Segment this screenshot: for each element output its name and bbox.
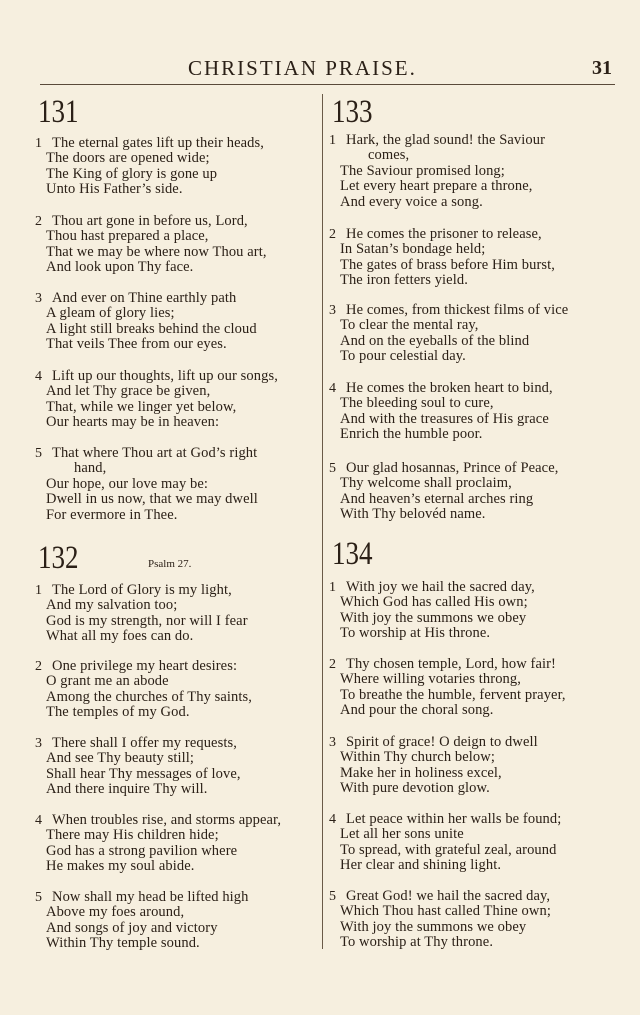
- verse-line: There may His children hide;: [46, 827, 219, 844]
- stanza-3: [32, 291, 322, 353]
- verse-line: And my salvation too;: [46, 597, 178, 614]
- stanza-4: [32, 369, 322, 431]
- verse-line: Unto His Father’s side.: [46, 181, 183, 198]
- verse-line: Great God! we hail the sacred day,: [346, 888, 551, 904]
- stanza-3: [326, 303, 616, 365]
- stanza-number: 4: [35, 369, 42, 384]
- hymn-number: 131: [38, 94, 79, 130]
- stanza-number: 2: [329, 657, 336, 672]
- verse-line: Thy chosen temple, Lord, how fair!: [346, 656, 556, 672]
- stanza-1: [32, 583, 322, 645]
- verse-line: Thou hast prepared a place,: [46, 228, 209, 245]
- stanza-number: 1: [35, 583, 42, 598]
- verse-line: And let Thy grace be given,: [46, 383, 211, 400]
- stanza-number: 4: [329, 812, 336, 827]
- verse-line: What all my foes can do.: [46, 628, 194, 645]
- stanza-4: [326, 381, 616, 443]
- verse-line: Her clear and shining light.: [340, 857, 502, 874]
- verse-line: With Thy belovéd name.: [340, 506, 486, 523]
- stanza-number: 2: [329, 227, 336, 242]
- stanza-number: 4: [35, 813, 42, 828]
- verse-line: He comes the broken heart to bind,: [346, 380, 553, 396]
- stanza-3: [326, 735, 616, 797]
- verse-line: To spread, with grateful zeal, around: [340, 841, 557, 858]
- verse-line: The bleeding soul to cure,: [340, 395, 494, 412]
- verse-line: Spirit of grace! O deign to dwell: [346, 734, 538, 750]
- verse-line: Our hope, our love may be:: [46, 475, 209, 492]
- verse-line: With joy the summons we obey: [340, 918, 527, 935]
- verse-line: Lift up our thoughts, lift up our songs,: [52, 368, 278, 384]
- verse-line: With joy we hail the sacred day,: [346, 579, 535, 595]
- verse-line: The doors are opened wide;: [46, 150, 210, 167]
- verse-line: And look upon Thy face.: [46, 259, 194, 276]
- verse-line: That where Thou art at God’s right: [52, 445, 258, 461]
- verse-line: The King of glory is gone up: [46, 165, 218, 182]
- verse-line: Among the churches of Thy saints,: [46, 688, 252, 705]
- stanza-2: [326, 657, 616, 719]
- stanza-1: [326, 133, 616, 210]
- stanza-number: 4: [329, 381, 336, 396]
- verse-line: One privilege my heart desires:: [52, 658, 238, 674]
- stanza-5: [32, 890, 322, 952]
- hymn-number: 134: [332, 536, 373, 572]
- stanza-5: [326, 889, 616, 951]
- verse-line: And every voice a song.: [340, 193, 483, 210]
- verse-line: Our hearts may be in heaven:: [46, 414, 220, 431]
- verse-line: The iron fetters yield.: [340, 272, 468, 289]
- verse-line: And pour the choral song.: [340, 702, 494, 719]
- stanza-4: [32, 813, 322, 875]
- verse-line: He makes my soul abide.: [46, 858, 195, 875]
- verse-line: When troubles rise, and storms appear,: [52, 812, 282, 828]
- verse-line: And see Thy beauty still;: [46, 750, 195, 767]
- verse-line: Let all her sons unite: [340, 826, 464, 843]
- verse-line: The Lord of Glory is my light,: [52, 582, 232, 598]
- verse-line: To worship at Thy throne.: [340, 934, 494, 951]
- page-number: 31: [592, 57, 612, 79]
- verse-line: Hark, the glad sound! the Saviour: [346, 132, 546, 148]
- verse-line: The temples of my God.: [46, 704, 190, 721]
- verse-line: There shall I offer my requests,: [52, 735, 237, 751]
- verse-line: Dwell in us now, that we may dwell: [46, 491, 258, 508]
- verse-line: Let every heart prepare a throne,: [340, 178, 533, 195]
- verse-line: That, while we linger yet below,: [46, 398, 237, 415]
- verse-line: That we may be where now Thou art,: [46, 243, 267, 260]
- hymn-number: 132: [38, 540, 79, 576]
- stanza-number: 1: [35, 136, 42, 151]
- verse-line: With pure devotion glow.: [340, 780, 490, 797]
- verse-line: God is my strength, nor will I fear: [46, 612, 248, 629]
- verse-line: The eternal gates lift up their heads,: [52, 135, 264, 151]
- verse-line: Now shall my head be lifted high: [52, 889, 249, 905]
- verse-line: And heaven’s eternal arches ring: [340, 490, 534, 507]
- verse-line: For evermore in Thee.: [46, 506, 178, 523]
- stanza-number: 2: [35, 659, 42, 674]
- stanza-number: 5: [329, 889, 336, 904]
- running-head: [0, 56, 640, 82]
- stanza-number: 5: [329, 461, 336, 476]
- stanza-5: [32, 446, 322, 523]
- verse-line: And on the eyeballs of the blind: [340, 332, 530, 349]
- verse-line-continued: hand,: [74, 460, 107, 477]
- stanza-number: 3: [35, 291, 42, 306]
- verse-line: A light still breaks behind the cloud: [46, 320, 257, 337]
- stanza-2: [32, 659, 322, 721]
- verse-line: The gates of brass before Him burst,: [340, 256, 555, 273]
- verse-line: And ever on Thine earthly path: [52, 290, 237, 306]
- verse-line: To worship at His throne.: [340, 625, 491, 642]
- verse-line: In Satan’s bondage held;: [340, 241, 486, 258]
- stanza-number: 2: [35, 214, 42, 229]
- stanza-number: 5: [35, 446, 42, 461]
- stanza-number: 5: [35, 890, 42, 905]
- verse-line: A gleam of glory lies;: [46, 305, 175, 322]
- stanza-2: [32, 214, 322, 276]
- verse-line: Enrich the humble poor.: [340, 426, 483, 443]
- stanza-1: [326, 580, 616, 642]
- stanza-number: 1: [329, 580, 336, 595]
- verse-line: He comes, from thickest films of vice: [346, 302, 569, 318]
- verse-line: The Saviour promised long;: [340, 162, 505, 179]
- verse-line: With joy the summons we obey: [340, 609, 527, 626]
- scripture-reference: Psalm 27.: [148, 558, 192, 570]
- stanza-4: [326, 812, 616, 874]
- column-divider: [322, 94, 323, 949]
- verse-line: Shall hear Thy messages of love,: [46, 765, 241, 782]
- stanza-number: 3: [329, 735, 336, 750]
- verse-line: And songs of joy and victory: [46, 919, 218, 936]
- verse-line: Which God has called His own;: [340, 594, 528, 611]
- stanza-1: [32, 136, 322, 198]
- verse-line: That veils Thee from our eyes.: [46, 336, 227, 353]
- stanza-number: 3: [329, 303, 336, 318]
- verse-line: To clear the mental ray,: [340, 317, 479, 334]
- stanza-5: [326, 461, 616, 523]
- verse-line: Within Thy church below;: [340, 749, 495, 766]
- hymn-number: 133: [332, 94, 373, 130]
- verse-line: God has a strong pavilion where: [46, 842, 238, 859]
- stanza-2: [326, 227, 616, 289]
- verse-line: Thou art gone in before us, Lord,: [52, 213, 248, 229]
- header-rule: [40, 84, 615, 85]
- verse-line: To pour celestial day.: [340, 348, 466, 365]
- verse-line-continued: comes,: [368, 147, 410, 164]
- stanza-number: 3: [35, 736, 42, 751]
- verse-line: And there inquire Thy will.: [46, 781, 208, 798]
- verse-line: O grant me an abode: [46, 673, 169, 690]
- verse-line: Let peace within her walls be found;: [346, 811, 562, 827]
- running-title: CHRISTIAN PRAISE.: [188, 56, 417, 80]
- verse-line: Thy welcome shall proclaim,: [340, 475, 512, 492]
- verse-line: And with the treasures of His grace: [340, 410, 549, 427]
- verse-line: Our glad hosannas, Prince of Peace,: [346, 460, 559, 476]
- verse-line: Make her in holiness excel,: [340, 764, 502, 781]
- stanza-number: 1: [329, 133, 336, 148]
- verse-line: Which Thou hast called Thine own;: [340, 903, 551, 920]
- verse-line: He comes the prisoner to release,: [346, 226, 542, 242]
- stanza-3: [32, 736, 322, 798]
- verse-line: Within Thy temple sound.: [46, 935, 200, 952]
- verse-line: Where willing votaries throng,: [340, 671, 521, 688]
- verse-line: To breathe the humble, fervent prayer,: [340, 686, 566, 703]
- verse-line: Above my foes around,: [46, 904, 185, 921]
